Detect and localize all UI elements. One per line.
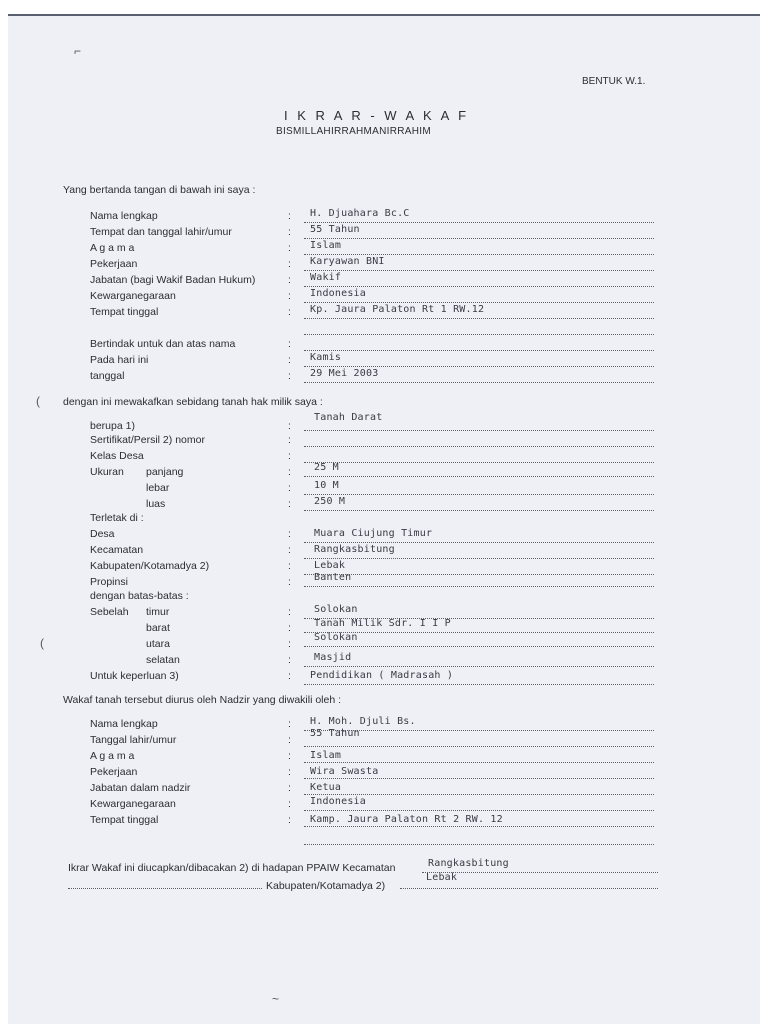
colon: :: [288, 622, 291, 634]
value-kewarganegaraan: Indonesia: [310, 288, 366, 299]
colon: :: [288, 638, 291, 650]
label-tanggal: tanggal: [90, 370, 125, 382]
label-kecamatan: Kecamatan: [90, 544, 144, 556]
colon: :: [288, 370, 291, 382]
label-ttl: Tempat dan tanggal lahir/umur: [90, 226, 232, 238]
label-selatan: selatan: [146, 654, 180, 666]
colon: :: [288, 450, 291, 462]
fill-line: [304, 684, 654, 685]
fill-line: [304, 318, 654, 319]
label-barat: barat: [146, 622, 170, 634]
label-luas: luas: [146, 498, 166, 510]
colon: :: [288, 482, 291, 494]
fill-line: [304, 430, 654, 431]
fill-line: [304, 238, 654, 239]
tanah-intro: dengan ini mewakafkan sebidang tanah hak milik saya :: [63, 396, 323, 408]
colon: :: [288, 576, 291, 588]
value-kabupaten: Lebak: [314, 560, 346, 571]
colon: :: [288, 226, 291, 238]
fill-line: [304, 794, 654, 795]
label-sertifikat: Sertifikat/Persil 2) nomor: [90, 434, 205, 446]
fill-line: [304, 494, 654, 495]
fill-line: [304, 586, 654, 587]
value-agama: Islam: [310, 240, 342, 251]
fill-line: [304, 646, 654, 647]
footer-line2: Kabupaten/Kotamadya 2): [266, 880, 386, 892]
fill-line: [304, 510, 654, 511]
label-kewarganegaraan: Kewarganegaraan: [90, 290, 176, 302]
label-propinsi: Propinsi: [90, 576, 128, 588]
label-sebelah: Sebelah: [90, 606, 129, 618]
value-luas: 250 M: [314, 496, 346, 507]
nadzir-value-pekerjaan: Wira Swasta: [310, 766, 379, 777]
label-hari: Pada hari ini: [90, 354, 149, 366]
label-lebar: lebar: [146, 482, 170, 494]
colon: :: [288, 782, 291, 794]
nadzir-value-tempat-tinggal: Kamp. Jaura Palaton Rt 2 RW. 12: [310, 814, 503, 825]
footer-kabupaten-value: Lebak: [426, 872, 458, 883]
fill-line: [304, 542, 654, 543]
fill-line: [422, 872, 658, 873]
colon: :: [288, 528, 291, 540]
value-pekerjaan: Karyawan BNI: [310, 256, 385, 267]
footer-line1: Ikrar Wakaf ini diucapkan/dibacakan 2) di hadapan PPAIW Kecamatan: [68, 862, 396, 874]
fill-line: [304, 746, 654, 747]
label-ukuran: Ukuran: [90, 466, 124, 478]
nadzir-value-nama: H. Moh. Djuli Bs.: [310, 716, 416, 727]
label-berupa: berupa 1): [90, 420, 135, 432]
value-desa: Muara Ciujung Timur: [314, 528, 433, 539]
colon: :: [288, 498, 291, 510]
fill-line: [304, 826, 654, 827]
colon: :: [288, 274, 291, 286]
fill-line: [304, 778, 654, 779]
nadzir-intro: Wakaf tanah tersebut diurus oleh Nadzir yang diwakili oleh :: [63, 694, 342, 706]
document-title: I K R A R - W A K A F: [284, 108, 470, 123]
value-selatan: Masjid: [314, 652, 352, 663]
nadzir-label-umur: Tanggal lahir/umur: [90, 734, 177, 746]
fill-line: [304, 574, 654, 575]
fill-line: [304, 270, 654, 271]
colon: :: [288, 544, 291, 556]
value-timur: Solokan: [314, 604, 358, 615]
label-utara: utara: [146, 638, 170, 650]
footer-kecamatan-value: Rangkasbitung: [428, 858, 509, 869]
fill-line: [304, 302, 654, 303]
fill-line: [304, 222, 654, 223]
value-berupa: Tanah Darat: [314, 412, 383, 423]
value-tempat-tinggal: Kp. Jaura Palaton Rt 1 RW.12: [310, 304, 485, 315]
label-desa: Desa: [90, 528, 115, 540]
label-kelas: Kelas Desa: [90, 450, 144, 462]
fill-line: [304, 254, 654, 255]
fill-line: [304, 350, 654, 351]
label-kabupaten: Kabupaten/Kotamadya 2): [90, 560, 210, 572]
colon: :: [288, 798, 291, 810]
label-batas: dengan batas-batas :: [90, 590, 189, 602]
scan-mark: (: [36, 394, 40, 408]
document-subtitle: BISMILLAHIRRAHMANIRRAHIM: [276, 126, 431, 137]
nadzir-value-kewarganegaraan: Indonesia: [310, 796, 366, 807]
colon: :: [288, 750, 291, 762]
label-agama: A g a m a: [90, 242, 135, 254]
colon: :: [288, 766, 291, 778]
value-utara: Solokan: [314, 632, 358, 643]
value-tanggal: 29 Mei 2003: [310, 368, 379, 379]
value-lebar: 10 M: [314, 480, 339, 491]
colon: :: [288, 242, 291, 254]
colon: :: [288, 434, 291, 446]
value-jabatan: Wakif: [310, 272, 342, 283]
colon: :: [288, 354, 291, 366]
fill-line: [304, 810, 654, 811]
label-keperluan: Untuk keperluan 3): [90, 670, 179, 682]
fill-line: [304, 462, 654, 463]
value-hari: Kamis: [310, 352, 342, 363]
nadzir-label-pekerjaan: Pekerjaan: [90, 766, 138, 778]
label-pekerjaan: Pekerjaan: [90, 258, 138, 270]
colon: :: [288, 306, 291, 318]
colon: :: [288, 670, 291, 682]
colon: :: [288, 734, 291, 746]
label-terletak: Terletak di :: [90, 512, 144, 524]
label-tempat-tinggal: Tempat tinggal: [90, 306, 159, 318]
fill-line: [304, 382, 654, 383]
colon: :: [288, 290, 291, 302]
value-kecamatan: Rangkasbitung: [314, 544, 395, 555]
scan-mark: ~: [272, 992, 280, 1006]
colon: :: [288, 718, 291, 730]
label-timur: timur: [146, 606, 170, 618]
value-panjang: 25 M: [314, 462, 339, 473]
fill-line: [304, 366, 654, 367]
colon: :: [288, 210, 291, 222]
label-nama: Nama lengkap: [90, 210, 158, 222]
fill-line: [304, 476, 654, 477]
label-bertindak: Bertindak untuk dan atas nama: [90, 338, 236, 350]
nadzir-label-nama: Nama lengkap: [90, 718, 158, 730]
value-barat: Tanah Milik Sdr. I I P: [314, 618, 451, 629]
colon: :: [288, 560, 291, 572]
fill-line: [304, 446, 654, 447]
nadzir-value-agama: Islam: [310, 750, 342, 761]
nadzir-value-umur: 55 Tahun: [310, 728, 360, 739]
colon: :: [288, 338, 291, 350]
colon: :: [288, 606, 291, 618]
nadzir-label-agama: A g a m a: [90, 750, 135, 762]
label-panjang: panjang: [146, 466, 184, 478]
label-jabatan: Jabatan (bagi Wakif Badan Hukum): [90, 274, 256, 286]
fill-line: [304, 844, 654, 845]
fill-line: [400, 888, 658, 889]
fill-line: [304, 334, 654, 335]
intro-text: Yang bertanda tangan di bawah ini saya :: [63, 184, 256, 196]
fill-line: [304, 666, 654, 667]
colon: :: [288, 420, 291, 432]
scan-mark: ⌐: [74, 44, 82, 58]
fill-line: [68, 888, 262, 889]
scan-mark: (: [40, 636, 44, 650]
value-keperluan: Pendidikan ( Madrasah ): [310, 670, 454, 681]
fill-line: [304, 286, 654, 287]
nadzir-value-jabatan: Ketua: [310, 782, 342, 793]
nadzir-label-jabatan: Jabatan dalam nadzir: [90, 782, 191, 794]
nadzir-label-kewarganegaraan: Kewarganegaraan: [90, 798, 176, 810]
form-code: BENTUK W.1.: [582, 76, 646, 87]
fill-line: [304, 558, 654, 559]
colon: :: [288, 258, 291, 270]
value-ttl: 55 Tahun: [310, 224, 360, 235]
colon: :: [288, 654, 291, 666]
nadzir-label-tempat-tinggal: Tempat tinggal: [90, 814, 159, 826]
colon: :: [288, 814, 291, 826]
fill-line: [304, 762, 654, 763]
value-propinsi: Banten: [314, 572, 352, 583]
value-nama: H. Djuahara Bc.C: [310, 208, 410, 219]
document-page: [8, 14, 760, 1024]
colon: :: [288, 466, 291, 478]
